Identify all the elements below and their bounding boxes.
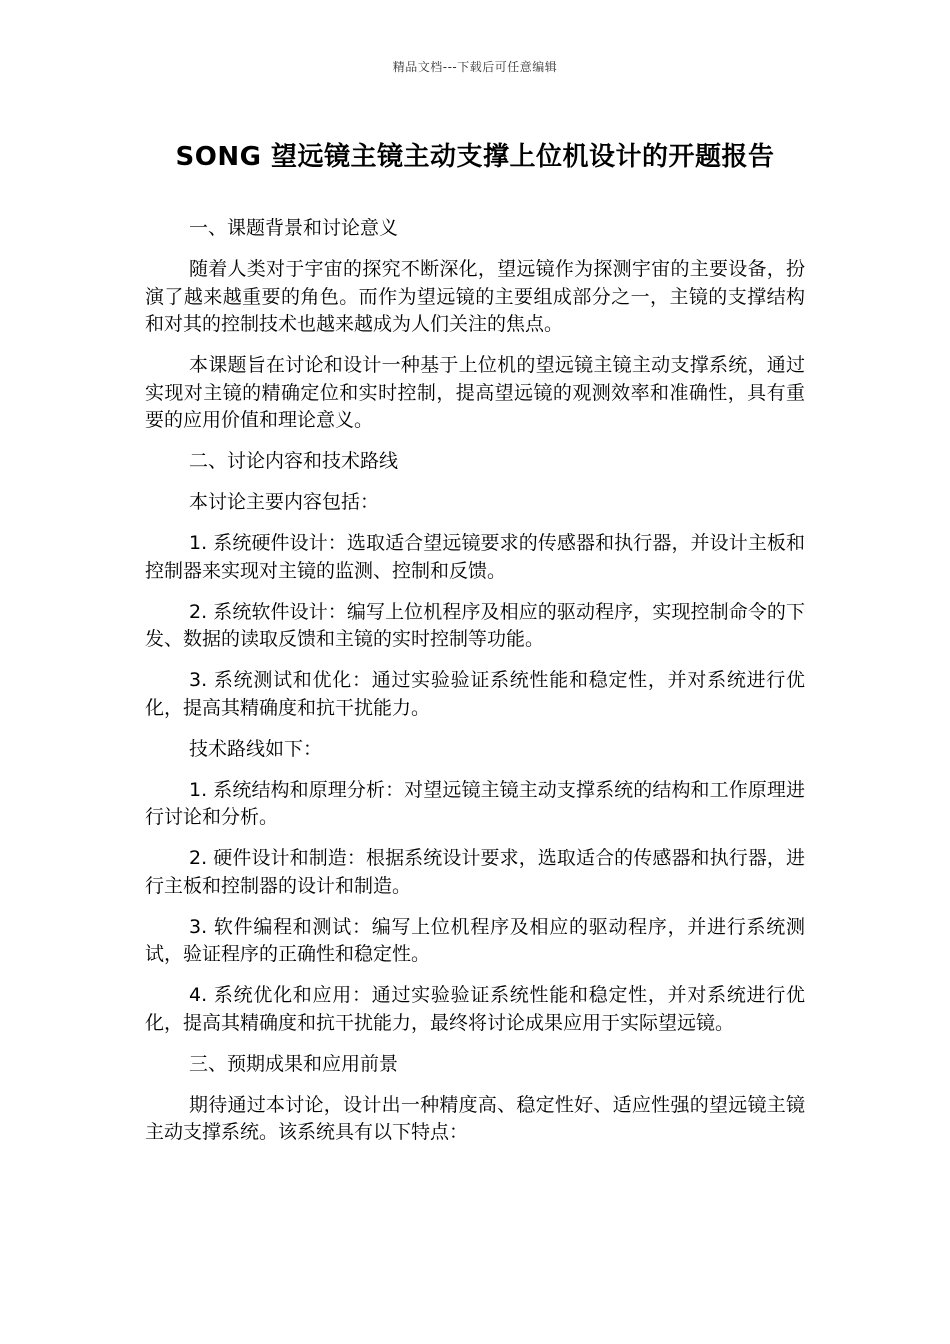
- document-body: [145, 215, 805, 1160]
- section-heading-background: 一、课题背景和讨论意义: [189, 217, 399, 239]
- list-item-route-3: 3. 软件编程和测试：编写上位机程序及相应的驱动程序，并进行系统测试，验证程序的正确性和稳定性。: [145, 915, 805, 965]
- list-item-route-1: 1. 系统结构和原理分析：对望远镜主镜主动支撑系统的结构和工作原理进行讨论和分析。: [145, 778, 805, 828]
- paragraph-background: 随着人类对于宇宙的探究不断深化，望远镜作为探测宇宙的主要设备，扮演了越来越重要的角色。而作为望远镜的主要组成部分之一，主镜的支撑结构和对其的控制技术也越来越成为人们关注的焦点。: [145, 258, 805, 335]
- list-item-content-2: 2. 系统软件设计：编写上位机程序及相应的驱动程序，实现控制命令的下发、数据的读取反馈和主镜的实时控制等功能。: [145, 600, 805, 650]
- section-heading-content: 二、讨论内容和技术路线: [189, 450, 399, 472]
- paragraph-purpose: 本课题旨在讨论和设计一种基于上位机的望远镜主镜主动支撑系统，通过实现对主镜的精确定位和实时控制，提高望远镜的观测效率和准确性，具有重要的应用价值和理论意义。: [145, 354, 805, 431]
- section-heading-outcomes: 三、预期成果和应用前景: [189, 1052, 399, 1075]
- document-title: SONG 望远镜主镜主动支撑上位机设计的开题报告: [175, 142, 775, 172]
- list-item-route-4: 4. 系统优化和应用：通过实验验证系统性能和稳定性，并对系统进行优化，提高其精确度和抗干扰能力，最终将讨论成果应用于实际望远镜。: [145, 984, 805, 1034]
- paragraph-content-intro: 本讨论主要内容包括：: [189, 491, 380, 513]
- paragraph-route-intro: 技术路线如下：: [189, 737, 323, 760]
- list-item-content-3: 3. 系统测试和优化：通过实验验证系统性能和稳定性，并对系统进行优化，提高其精确度和抗干扰能力。: [145, 669, 805, 719]
- list-item-content-1: 1. 系统硬件设计：选取适合望远镜要求的传感器和执行器，并设计主板和控制器来实现对主镜的监测、控制和反馈。: [145, 532, 805, 582]
- header-note: 精品文档---下载后可任意编辑: [392, 60, 558, 74]
- paragraph-outcomes: 期待通过本讨论，设计出一种精度高、稳定性好、适应性强的望远镜主镜主动支撑系统。该系统具有以下特点：: [145, 1093, 805, 1143]
- list-item-route-2: 2. 硬件设计和制造：根据系统设计要求，选取适合的传感器和执行器，进行主板和控制器的设计和制造。: [145, 847, 805, 897]
